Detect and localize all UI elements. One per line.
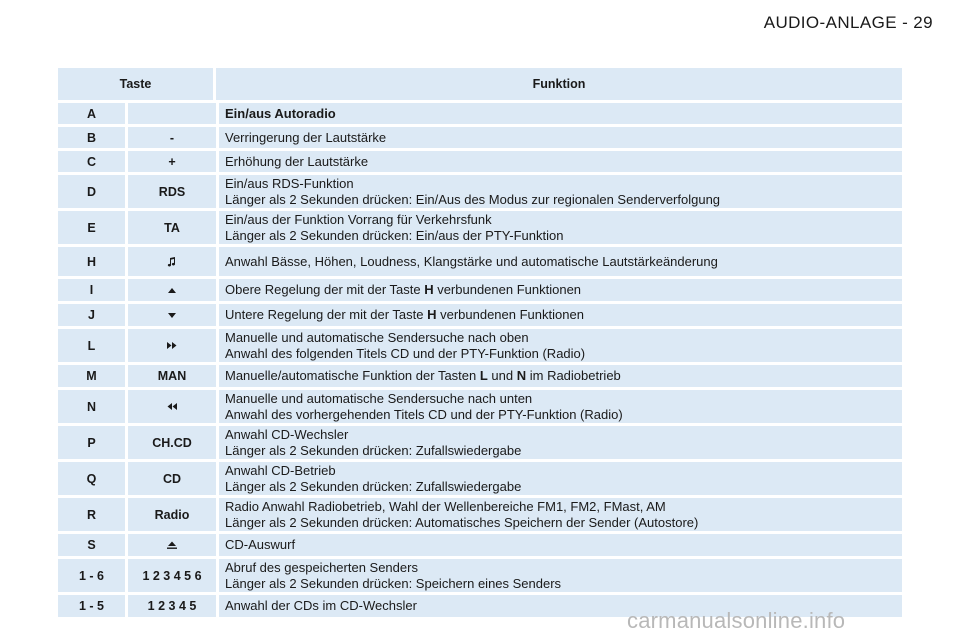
line-text: im Radiobetrieb xyxy=(526,368,621,383)
table-row xyxy=(58,534,902,556)
symbol-cell: CH.CD xyxy=(128,426,216,459)
symbol-cell: MAN xyxy=(128,365,216,387)
function-cell xyxy=(219,247,902,276)
table-row xyxy=(58,426,902,459)
function-cell xyxy=(219,390,902,423)
table-row xyxy=(58,390,902,423)
function-line: Radio Anwahl Radiobetrieb, Wahl der Wellenbereiche FM1, FM2, FMast, AM xyxy=(225,498,666,514)
eject-icon xyxy=(166,540,178,550)
key-cell: M xyxy=(58,365,125,387)
table-row xyxy=(58,175,902,208)
symbol-cell xyxy=(128,534,216,556)
key-cell: 1 - 6 xyxy=(58,559,125,592)
symbol-cell: TA xyxy=(128,211,216,244)
key-cell: P xyxy=(58,426,125,459)
key-cell: Q xyxy=(58,462,125,495)
table-row xyxy=(58,329,902,362)
symbol-cell xyxy=(128,247,216,276)
symbol-cell: 1 2 3 4 5 xyxy=(128,595,216,617)
function-line: Verringerung der Lautstärke xyxy=(225,129,387,145)
function-cell xyxy=(219,365,902,387)
line-text: verbundenen Funktionen xyxy=(436,307,584,322)
function-line: Länger als 2 Sekunden drücken: Zufallswiedergabe xyxy=(225,442,522,458)
symbol-cell: + xyxy=(128,151,216,172)
function-line: Anwahl des folgenden Titels CD und der PTY-Funktion (Radio) xyxy=(225,345,586,361)
function-line: Ein/aus RDS-Funktion xyxy=(225,175,354,191)
function-table xyxy=(58,68,902,620)
key-cell: A xyxy=(58,103,125,124)
function-line xyxy=(225,307,584,323)
function-line: Anwahl CD-Betrieb xyxy=(225,462,336,478)
symbol-cell: CD xyxy=(128,462,216,495)
line-key-ref: L xyxy=(479,368,488,383)
function-line: Länger als 2 Sekunden drücken: Automatisches Speichern der Sender (Autostore) xyxy=(225,514,699,530)
function-cell xyxy=(219,279,902,301)
line-text: Obere Regelung der mit der Taste xyxy=(225,282,425,297)
function-line: Länger als 2 Sekunden drücken: Speichern eines Senders xyxy=(225,575,562,591)
symbol-cell xyxy=(128,329,216,362)
table-header-row xyxy=(58,68,902,100)
key-cell: C xyxy=(58,151,125,172)
arrow-up-icon xyxy=(167,287,177,294)
function-cell xyxy=(219,498,902,531)
page-title: AUDIO-ANLAGE - 29 xyxy=(763,13,933,32)
function-line: Anwahl des vorhergehenden Titels CD und der PTY-Funktion (Radio) xyxy=(225,406,623,422)
table-row xyxy=(58,498,902,531)
key-cell: R xyxy=(58,498,125,531)
header-funktion: Funktion xyxy=(216,68,902,100)
table-row xyxy=(58,279,902,301)
key-cell: L xyxy=(58,329,125,362)
function-line: Abruf des gespeicherten Senders xyxy=(225,559,418,575)
symbol-cell xyxy=(128,279,216,301)
key-cell: S xyxy=(58,534,125,556)
function-line: Ein/aus der Funktion Vorrang für Verkehrsfunk xyxy=(225,211,492,227)
arrow-down-icon xyxy=(167,312,177,319)
line-text: verbundenen Funktionen xyxy=(433,282,582,297)
function-line: Manuelle und automatische Sendersuche nach oben xyxy=(225,329,529,345)
table-row xyxy=(58,151,902,172)
function-cell xyxy=(219,151,902,172)
function-line: Erhöhung der Lautstärke xyxy=(225,153,369,169)
function-line xyxy=(225,282,581,298)
function-line xyxy=(225,368,621,384)
function-line: CD-Auswurf xyxy=(225,537,296,552)
table-row xyxy=(58,103,902,124)
symbol-cell: 1 2 3 4 5 6 xyxy=(128,559,216,592)
fast-forward-icon xyxy=(166,341,178,350)
table-row xyxy=(58,304,902,326)
line-text: Manuelle/automatische Funktion der Tasten xyxy=(225,368,480,383)
function-cell xyxy=(219,127,902,148)
key-cell: I xyxy=(58,279,125,301)
function-line: Ein/aus Autoradio xyxy=(225,105,336,121)
symbol-cell: Radio xyxy=(128,498,216,531)
table-row xyxy=(58,365,902,387)
key-cell: D xyxy=(58,175,125,208)
function-line: Anwahl CD-Wechsler xyxy=(225,426,349,442)
table-row xyxy=(58,211,902,244)
function-cell xyxy=(219,462,902,495)
table-row xyxy=(58,559,902,592)
table-row xyxy=(58,462,902,495)
function-cell xyxy=(219,426,902,459)
function-cell xyxy=(219,559,902,592)
line-text: und xyxy=(487,368,517,383)
music-note-icon xyxy=(166,256,178,268)
key-cell: 1 - 5 xyxy=(58,595,125,617)
function-line: Manuelle und automatische Sendersuche nach unten xyxy=(225,390,533,406)
key-cell: E xyxy=(58,211,125,244)
watermark: carmanualsonline.info xyxy=(627,608,846,633)
symbol-cell xyxy=(128,304,216,326)
function-line: Anwahl der CDs im CD-Wechsler xyxy=(225,598,417,613)
line-text: Untere Regelung der mit der Taste xyxy=(225,307,428,322)
line-key-ref: N xyxy=(516,368,527,383)
line-key-ref: H xyxy=(427,307,437,322)
key-cell: B xyxy=(58,127,125,148)
function-line: Länger als 2 Sekunden drücken: Zufallswiedergabe xyxy=(225,478,522,494)
function-cell xyxy=(219,103,902,124)
table-row xyxy=(58,247,902,276)
line-key-ref: H xyxy=(424,282,434,297)
rewind-icon xyxy=(166,402,178,411)
function-cell xyxy=(219,329,902,362)
symbol-cell xyxy=(128,103,216,124)
key-cell: N xyxy=(58,390,125,423)
table-row xyxy=(58,127,902,148)
key-cell: H xyxy=(58,247,125,276)
function-line: Länger als 2 Sekunden drücken: Ein/Aus des Modus zur regionalen Senderverfolgung xyxy=(225,191,721,207)
symbol-cell xyxy=(128,390,216,423)
function-line: Länger als 2 Sekunden drücken: Ein/aus der PTY-Funktion xyxy=(225,227,564,243)
symbol-cell: RDS xyxy=(128,175,216,208)
function-cell xyxy=(219,175,902,208)
function-cell xyxy=(219,211,902,244)
function-line: Anwahl Bässe, Höhen, Loudness, Klangstärke und automatische Lautstärkeänderung xyxy=(225,253,718,269)
function-cell xyxy=(219,304,902,326)
header-taste: Taste xyxy=(58,68,213,100)
function-cell xyxy=(219,534,902,556)
symbol-cell: - xyxy=(128,127,216,148)
key-cell: J xyxy=(58,304,125,326)
